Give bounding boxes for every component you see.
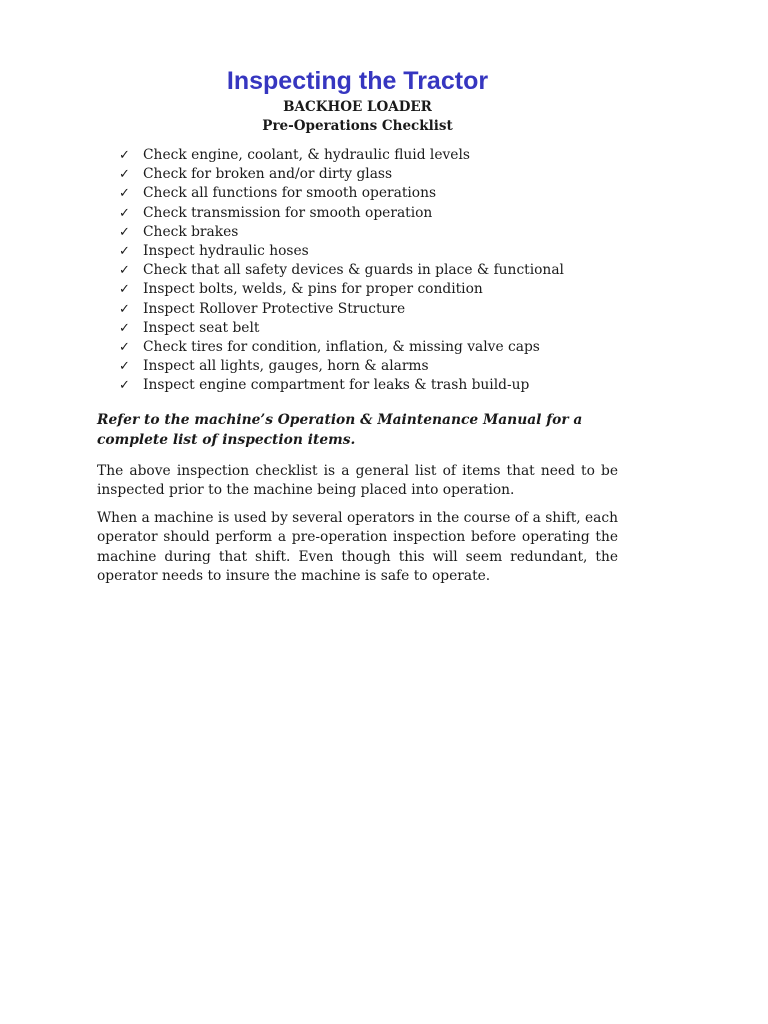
- checkmark-icon: ✓: [119, 320, 130, 336]
- checkmark-icon: ✓: [119, 167, 130, 183]
- subtitle-equipment: BACKHOE LOADER: [283, 99, 432, 115]
- checklist-item-text: Check all functions for smooth operations: [143, 185, 437, 202]
- checklist-item-text: Inspect Rollover Protective Structure: [143, 300, 406, 317]
- checklist-item-text: Inspect engine compartment for leaks & trash build-up: [143, 377, 530, 394]
- checkmark-icon: ✓: [119, 359, 130, 375]
- checklist-item: [119, 242, 618, 261]
- checklist-item: [119, 165, 618, 184]
- checklist-item-text: Inspect hydraulic hoses: [143, 243, 309, 260]
- checklist-item-text: Inspect seat belt: [143, 319, 260, 336]
- checklist-item-text: Check engine, coolant, & hydraulic fluid levels: [143, 147, 470, 163]
- document-page: [97, 64, 618, 587]
- checklist-item-text: Inspect bolts, welds, & pins for proper condition: [143, 281, 483, 298]
- subtitle-checklist: Pre-Operations Checklist: [262, 118, 453, 134]
- checkmark-icon: ✓: [119, 186, 130, 202]
- checklist-item: [119, 319, 618, 338]
- checklist-item-text: Inspect all lights, gauges, horn & alarms: [143, 358, 429, 375]
- checklist-item: [119, 376, 618, 395]
- checkmark-icon: ✓: [119, 340, 130, 356]
- checklist-item-text: Check that all safety devices & guards in place & functional: [143, 262, 564, 279]
- checklist-item: [119, 146, 618, 165]
- checklist-item: [119, 261, 618, 280]
- paragraph-general-list: The above inspection checklist is a general list of items that need to be inspected prior to the machine being placed into operation.: [97, 462, 618, 499]
- page-title: Inspecting the Tractor: [226, 67, 489, 95]
- checklist-item-text: Check brakes: [143, 223, 239, 240]
- checkmark-icon: ✓: [119, 301, 130, 317]
- checkmark-icon: ✓: [119, 205, 130, 221]
- checklist-item: [119, 184, 618, 203]
- checklist-item-text: Check tires for condition, inflation, & missing valve caps: [143, 339, 540, 356]
- checklist-item: [119, 223, 618, 242]
- checklist-item: [119, 204, 618, 223]
- checklist-item: [119, 280, 618, 299]
- checkmark-icon: ✓: [119, 224, 130, 240]
- checklist-item: [119, 357, 618, 376]
- checkmark-icon: ✓: [119, 263, 130, 279]
- checkmark-icon: ✓: [119, 244, 130, 260]
- checklist-item: [119, 338, 618, 357]
- paragraph-multiple-operators: When a machine is used by several operators in the course of a shift, each operator should perform a pre-operation inspection before operating the machine during that shift. Even though this will seem redundant, the operator needs to insure the machine is safe to operate.: [97, 509, 619, 585]
- checkmark-icon: ✓: [119, 148, 130, 163]
- pre-operations-checklist: [119, 146, 618, 396]
- checkmark-icon: ✓: [119, 282, 130, 298]
- checklist-item: [119, 300, 618, 319]
- checklist-item-text: Check transmission for smooth operation: [143, 204, 433, 221]
- manual-reference-note: Refer to the machine’s Operation & Maintenance Manual for a complete list of inspection items.: [97, 411, 583, 448]
- checkmark-icon: ✓: [119, 378, 130, 394]
- checklist-item-text: Check for broken and/or dirty glass: [143, 166, 393, 183]
